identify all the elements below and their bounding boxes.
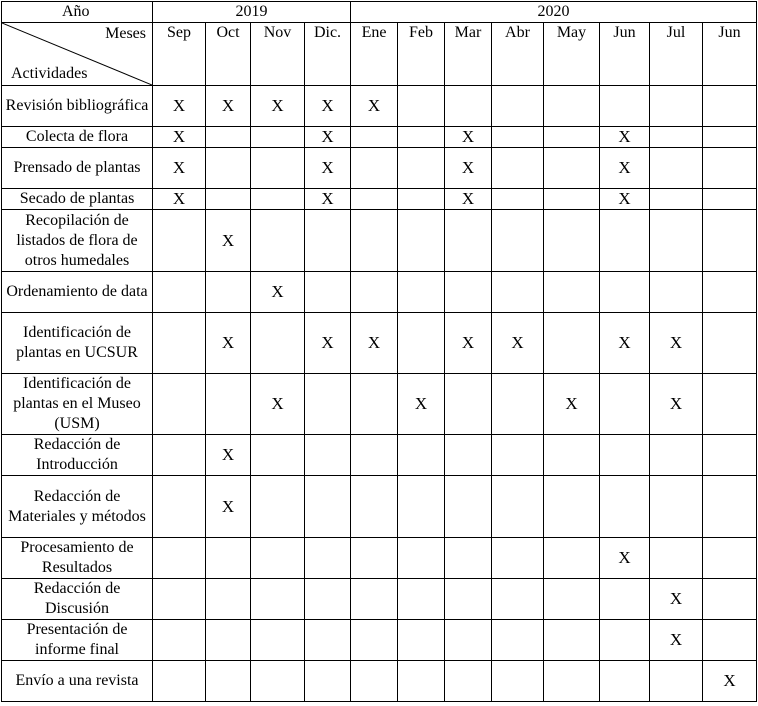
schedule-cell: [445, 476, 492, 538]
schedule-cell: X: [398, 374, 445, 435]
schedule-cell: [153, 210, 206, 272]
schedule-cell: [206, 620, 251, 661]
schedule-cell: X: [153, 189, 206, 210]
schedule-cell: [492, 148, 544, 189]
schedule-cell: X: [206, 86, 251, 127]
schedule-cell: [251, 579, 305, 620]
schedule-cell: X: [600, 538, 650, 579]
year-2019-header: 2019: [153, 2, 351, 23]
schedule-cell: [398, 435, 445, 476]
schedule-cell: [703, 313, 757, 374]
schedule-cell: [398, 272, 445, 313]
activity-label: Redacción de Materiales y métodos: [2, 476, 153, 538]
schedule-cell: [398, 148, 445, 189]
schedule-cell: [600, 476, 650, 538]
actividades-label: Actividades: [11, 65, 88, 82]
schedule-cell: [703, 620, 757, 661]
month-header: Jul: [650, 23, 703, 86]
month-header: Feb: [398, 23, 445, 86]
year-header-row: [2, 2, 757, 23]
schedule-cell: [703, 374, 757, 435]
schedule-cell: [398, 476, 445, 538]
activity-label: Revisión bibliográfica: [2, 86, 153, 127]
schedule-cell: [351, 476, 398, 538]
schedule-cell: [703, 579, 757, 620]
year-2020-header: 2020: [351, 2, 757, 23]
schedule-cell: X: [305, 86, 351, 127]
schedule-cell: X: [305, 189, 351, 210]
activity-row: [2, 313, 757, 374]
activity-label: Redacción de Introducción: [2, 435, 153, 476]
schedule-cell: [398, 620, 445, 661]
schedule-cell: [398, 313, 445, 374]
activity-label: Prensado de plantas: [2, 148, 153, 189]
schedule-cell: [351, 374, 398, 435]
activity-row: [2, 210, 757, 272]
schedule-cell: X: [305, 313, 351, 374]
schedule-table: [1, 1, 757, 702]
activity-row: [2, 435, 757, 476]
schedule-cell: [351, 435, 398, 476]
schedule-cell: [153, 661, 206, 702]
month-header: Sep: [153, 23, 206, 86]
schedule-cell: [351, 661, 398, 702]
schedule-cell: [650, 476, 703, 538]
schedule-cell: [305, 435, 351, 476]
activity-label: Colecta de flora: [2, 127, 153, 148]
schedule-cell: [445, 435, 492, 476]
schedule-cell: [251, 313, 305, 374]
schedule-cell: X: [445, 313, 492, 374]
schedule-cell: [305, 476, 351, 538]
schedule-cell: [703, 538, 757, 579]
schedule-cell: [492, 127, 544, 148]
schedule-cell: [398, 189, 445, 210]
schedule-cell: [650, 538, 703, 579]
schedule-cell: [206, 272, 251, 313]
schedule-cell: [153, 272, 206, 313]
schedule-cell: [492, 374, 544, 435]
month-header: Oct: [206, 23, 251, 86]
activity-label: Ordenamiento de data: [2, 272, 153, 313]
schedule-cell: X: [650, 579, 703, 620]
schedule-cell: X: [492, 313, 544, 374]
schedule-cell: [351, 127, 398, 148]
schedule-cell: [492, 86, 544, 127]
schedule-cell: X: [251, 272, 305, 313]
activity-row: [2, 620, 757, 661]
schedule-cell: [544, 476, 600, 538]
schedule-cell: [251, 189, 305, 210]
schedule-cell: X: [600, 313, 650, 374]
schedule-cell: [492, 210, 544, 272]
schedule-cell: [251, 435, 305, 476]
activity-label: Redacción de Discusión: [2, 579, 153, 620]
schedule-cell: [206, 538, 251, 579]
schedule-cell: [492, 661, 544, 702]
month-header: Jun: [600, 23, 650, 86]
schedule-cell: [650, 435, 703, 476]
schedule-cell: [600, 210, 650, 272]
schedule-cell: [492, 538, 544, 579]
month-header: Abr: [492, 23, 544, 86]
schedule-cell: [445, 661, 492, 702]
schedule-cell: [153, 579, 206, 620]
schedule-cell: X: [206, 476, 251, 538]
schedule-cell: X: [206, 210, 251, 272]
schedule-cell: [492, 620, 544, 661]
schedule-cell: [305, 579, 351, 620]
schedule-cell: X: [251, 86, 305, 127]
schedule-cell: X: [650, 620, 703, 661]
schedule-cell: [305, 272, 351, 313]
schedule-cell: [650, 86, 703, 127]
activity-row: [2, 476, 757, 538]
schedule-cell: [600, 374, 650, 435]
activity-row: [2, 127, 757, 148]
schedule-cell: [206, 374, 251, 435]
schedule-cell: X: [305, 127, 351, 148]
month-header: Ene: [351, 23, 398, 86]
schedule-cell: X: [600, 148, 650, 189]
activity-label: Recopilación de listados de flora de otros humedales: [2, 210, 153, 272]
schedule-cell: [251, 210, 305, 272]
schedule-cell: [398, 210, 445, 272]
schedule-cell: [600, 579, 650, 620]
schedule-cell: [703, 189, 757, 210]
schedule-cell: [544, 127, 600, 148]
schedule-cell: [305, 210, 351, 272]
schedule-cell: [251, 148, 305, 189]
month-header: Mar: [445, 23, 492, 86]
schedule-cell: [600, 620, 650, 661]
schedule-cell: X: [251, 374, 305, 435]
activity-row: [2, 86, 757, 127]
schedule-cell: X: [206, 313, 251, 374]
activity-label: Procesamiento de Resultados: [2, 538, 153, 579]
schedule-cell: [206, 189, 251, 210]
schedule-cell: [600, 272, 650, 313]
activity-label: Identificación de plantas en UCSUR: [2, 313, 153, 374]
activity-row: [2, 374, 757, 435]
schedule-cell: [351, 620, 398, 661]
schedule-cell: [650, 272, 703, 313]
schedule-cell: [544, 579, 600, 620]
schedule-cell: [703, 435, 757, 476]
schedule-cell: [351, 538, 398, 579]
activity-row: [2, 272, 757, 313]
month-header: Dic.: [305, 23, 351, 86]
schedule-cell: [445, 579, 492, 620]
schedule-cell: [703, 476, 757, 538]
schedule-cell: [305, 538, 351, 579]
schedule-cell: [206, 127, 251, 148]
schedule-cell: [544, 86, 600, 127]
schedule-cell: [600, 86, 650, 127]
activity-row: [2, 538, 757, 579]
schedule-cell: [650, 210, 703, 272]
schedule-cell: [153, 313, 206, 374]
schedule-cell: [445, 538, 492, 579]
schedule-cell: [445, 620, 492, 661]
schedule-cell: X: [351, 313, 398, 374]
schedule-cell: [398, 579, 445, 620]
schedule-cell: [492, 189, 544, 210]
schedule-cell: [544, 189, 600, 210]
schedule-cell: X: [206, 435, 251, 476]
schedule-cell: [398, 661, 445, 702]
schedule-cell: X: [351, 86, 398, 127]
schedule-cell: X: [600, 189, 650, 210]
schedule-cell: [153, 374, 206, 435]
schedule-cell: [153, 476, 206, 538]
meses-label: Meses: [105, 25, 146, 42]
schedule-cell: [650, 148, 703, 189]
activity-row: [2, 579, 757, 620]
month-header: Nov: [251, 23, 305, 86]
schedule-cell: [544, 620, 600, 661]
schedule-cell: X: [153, 86, 206, 127]
schedule-cell: X: [305, 148, 351, 189]
schedule-cell: [544, 272, 600, 313]
schedule-cell: [445, 374, 492, 435]
schedule-cell: [544, 661, 600, 702]
activity-label: Secado de plantas: [2, 189, 153, 210]
schedule-cell: [703, 86, 757, 127]
activity-row: [2, 661, 757, 702]
schedule-cell: [351, 579, 398, 620]
schedule-cell: [703, 210, 757, 272]
schedule-cell: [600, 435, 650, 476]
schedule-cell: [650, 189, 703, 210]
schedule-cell: [153, 435, 206, 476]
schedule-cell: [206, 661, 251, 702]
schedule-cell: [351, 189, 398, 210]
schedule-cell: X: [650, 313, 703, 374]
schedule-cell: X: [650, 374, 703, 435]
schedule-cell: [445, 86, 492, 127]
diagonal-header-cell: [2, 23, 153, 86]
schedule-cell: X: [703, 661, 757, 702]
schedule-cell: [153, 620, 206, 661]
schedule-cell: X: [445, 148, 492, 189]
schedule-cell: [492, 272, 544, 313]
schedule-cell: [153, 538, 206, 579]
schedule-cell: X: [600, 127, 650, 148]
schedule-cell: [445, 210, 492, 272]
schedule-cell: [703, 148, 757, 189]
schedule-cell: X: [544, 374, 600, 435]
schedule-cell: [251, 620, 305, 661]
month-header-row: [2, 23, 757, 86]
schedule-cell: X: [445, 189, 492, 210]
schedule-cell: [492, 435, 544, 476]
activity-row: [2, 148, 757, 189]
schedule-cell: [544, 313, 600, 374]
schedule-cell: [492, 579, 544, 620]
activity-row: [2, 189, 757, 210]
schedule-cell: [544, 148, 600, 189]
activity-label: Envío a una revista: [2, 661, 153, 702]
schedule-cell: [251, 476, 305, 538]
schedule-cell: [351, 148, 398, 189]
schedule-cell: [305, 374, 351, 435]
schedule-cell: X: [153, 127, 206, 148]
schedule-cell: [544, 435, 600, 476]
schedule-cell: [251, 127, 305, 148]
month-header: Jun: [703, 23, 757, 86]
schedule-cell: [398, 538, 445, 579]
schedule-cell: [445, 272, 492, 313]
schedule-cell: [544, 538, 600, 579]
schedule-cell: [703, 127, 757, 148]
month-header: May: [544, 23, 600, 86]
schedule-cell: [650, 661, 703, 702]
schedule-cell: [206, 148, 251, 189]
schedule-cell: [251, 661, 305, 702]
year-label: Año: [2, 2, 153, 23]
activity-label: Presentación de informe final: [2, 620, 153, 661]
schedule-cell: [305, 620, 351, 661]
activity-label: Identificación de plantas en el Museo (USM): [2, 374, 153, 435]
schedule-cell: [600, 661, 650, 702]
schedule-cell: [351, 210, 398, 272]
schedule-cell: [492, 476, 544, 538]
schedule-cell: [650, 127, 703, 148]
schedule-cell: X: [153, 148, 206, 189]
schedule-cell: [398, 127, 445, 148]
schedule-cell: [305, 661, 351, 702]
schedule-cell: [351, 272, 398, 313]
schedule-cell: [251, 538, 305, 579]
schedule-cell: [703, 272, 757, 313]
schedule-cell: [398, 86, 445, 127]
schedule-cell: X: [445, 127, 492, 148]
table-body: [2, 86, 757, 702]
schedule-cell: [206, 579, 251, 620]
schedule-cell: [544, 210, 600, 272]
